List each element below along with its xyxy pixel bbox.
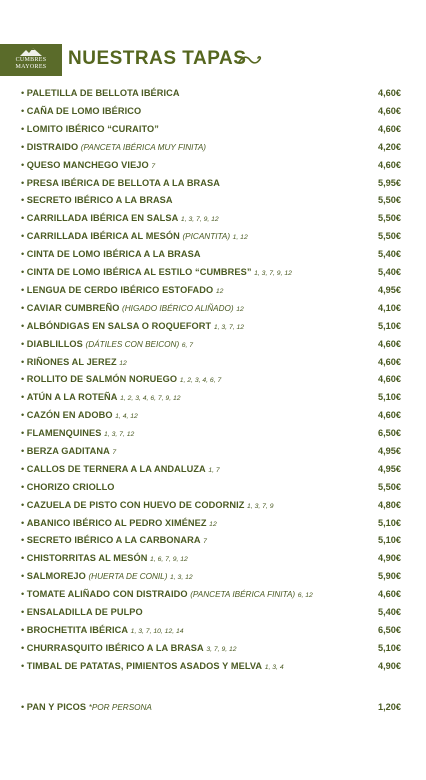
item-name: CHURRASQUITO IBÉRICO A LA BRASA <box>26 643 204 653</box>
menu-item-row <box>21 551 401 565</box>
bullet: • <box>21 357 27 367</box>
item-price: 4,95€ <box>378 446 401 456</box>
item-price: 5,10€ <box>378 392 401 402</box>
item-name: PRESA IBÉRICA DE BELLOTA A LA BRASA <box>26 178 220 188</box>
menu-item-row <box>21 229 401 243</box>
item-price: 4,60€ <box>378 410 401 420</box>
item-price: 5,40€ <box>378 607 401 617</box>
item-price: 4,60€ <box>378 88 401 98</box>
brand-logo <box>0 44 62 76</box>
item-allergens: 6, 7 <box>181 342 194 349</box>
menu-item-row <box>21 498 401 512</box>
bullet: • <box>21 500 27 510</box>
menu-item-row <box>21 193 401 207</box>
item-name: CAZUELA DE PISTO CON HUEVO DE CODORNIZ <box>26 500 245 510</box>
bullet: • <box>21 303 27 313</box>
bullet: • <box>21 482 27 492</box>
menu-item-row <box>21 462 401 476</box>
item-price: 4,60€ <box>378 357 401 367</box>
menu-item-row <box>21 569 401 583</box>
item-name: PAN Y PICOS <box>26 702 87 712</box>
item-name: RIÑONES AL JEREZ <box>26 357 117 367</box>
item-allergens: 12 <box>215 288 224 295</box>
item-name: CARRILLADA IBÉRICA EN SALSA <box>26 213 179 223</box>
menu-item-row <box>21 140 401 154</box>
item-price: 4,95€ <box>378 285 401 295</box>
item-allergens: 1, 7 <box>208 467 220 474</box>
menu-item-row <box>21 372 401 386</box>
bullet: • <box>21 142 27 152</box>
bullet: • <box>21 410 27 420</box>
bullet: • <box>21 428 27 438</box>
item-name: CHORIZO CRIOLLO <box>26 482 115 492</box>
item-name: SECRETO IBÉRICO A LA CARBONARA <box>26 535 201 545</box>
item-allergens: 1, 3, 7, 9, 12 <box>180 216 219 223</box>
item-name: CARRILLADA IBÉRICA AL MESÓN <box>26 231 180 241</box>
swirl-flourish-icon <box>238 54 264 66</box>
bullet: • <box>21 178 27 188</box>
menu-item-row <box>21 480 401 494</box>
bullet: • <box>21 160 27 170</box>
mountain-logo-icon <box>19 47 43 57</box>
item-name: TOMATE ALIÑADO CON DISTRAIDO <box>26 589 188 599</box>
item-name: CINTA DE LOMO IBÉRICA AL ESTILO “CUMBRES” <box>26 267 252 277</box>
item-allergens: 1, 3, 7, 10, 12, 14 <box>130 628 184 635</box>
item-name: CHISTORRITAS AL MESÓN <box>26 553 148 563</box>
item-price: 4,60€ <box>378 160 401 170</box>
bullet: • <box>21 464 27 474</box>
item-name: SALMOREJO <box>26 571 86 581</box>
bullet: • <box>21 702 27 712</box>
item-name: CALLOS DE TERNERA A LA ANDALUZA <box>26 464 206 474</box>
item-allergens: 3, 7, 9, 12 <box>206 646 237 653</box>
item-price: 5,40€ <box>378 249 401 259</box>
item-allergens: 1, 3, 4 <box>264 664 284 671</box>
item-price: 4,80€ <box>378 500 401 510</box>
item-name: PALETILLA DE BELLOTA IBÉRICA <box>26 88 180 98</box>
item-note: (DÁTILES CON BEICON) <box>85 340 180 349</box>
bullet: • <box>21 535 27 545</box>
item-allergens: 1, 2, 3, 4, 6, 7 <box>179 377 222 384</box>
menu-item-row <box>21 641 401 655</box>
bullet: • <box>21 553 27 563</box>
item-allergens: 12 <box>119 360 127 367</box>
bullet: • <box>21 661 27 671</box>
bullet: • <box>21 231 27 241</box>
bullet: • <box>21 625 27 635</box>
item-price: 4,95€ <box>378 464 401 474</box>
menu-item-row <box>21 623 401 637</box>
menu-item-row <box>21 265 401 279</box>
bullet: • <box>21 607 27 617</box>
item-price: 5,10€ <box>378 535 401 545</box>
item-name: CAZÓN EN ADOBO <box>26 410 113 420</box>
menu-item-row <box>21 659 401 673</box>
bullet: • <box>21 589 27 599</box>
bullet: • <box>21 267 27 277</box>
item-note: (HIGADO IBÉRICO ALIÑADO) <box>122 304 234 313</box>
menu-item-row <box>21 605 401 619</box>
item-allergens: 1, 3, 7, 9 <box>247 503 274 510</box>
menu-item-row <box>21 390 401 404</box>
menu-item-row <box>21 211 401 225</box>
menu-item-row <box>21 533 401 547</box>
item-allergens: 1, 3, 7, 12 <box>104 431 135 438</box>
item-name: SECRETO IBÉRICO A LA BRASA <box>26 195 173 205</box>
item-price: 4,60€ <box>378 339 401 349</box>
bread-row <box>21 700 401 714</box>
item-name: ABANICO IBÉRICO AL PEDRO XIMÉNEZ <box>26 518 207 528</box>
logo-line-2: MAYORES <box>15 64 47 70</box>
bullet: • <box>21 285 27 295</box>
bullet: • <box>21 88 27 98</box>
item-price: 4,90€ <box>378 661 401 671</box>
item-allergens: 1, 4, 12 <box>115 413 138 420</box>
item-allergens: 1, 6, 7, 9, 12 <box>150 556 188 563</box>
item-name: ROLLITO DE SALMÓN NORUEGO <box>26 374 178 384</box>
item-note: (PICANTITA) <box>182 232 231 241</box>
bullet: • <box>21 213 27 223</box>
item-price: 5,50€ <box>378 195 401 205</box>
item-price: 4,60€ <box>378 106 401 116</box>
bullet: • <box>21 321 27 331</box>
bullet: • <box>21 195 27 205</box>
item-allergens: 1, 3, 12 <box>170 574 193 581</box>
bullet: • <box>21 446 27 456</box>
item-name: BROCHETITA IBÉRICA <box>26 625 129 635</box>
item-allergens: 1, 3, 7, 12 <box>213 324 245 331</box>
menu-item-row <box>21 587 401 601</box>
item-allergens: 12 <box>236 306 244 313</box>
item-name: CAÑA DE LOMO IBÉRICO <box>26 106 142 116</box>
item-price: 4,60€ <box>378 374 401 384</box>
item-note: *POR PERSONA <box>88 703 152 712</box>
item-allergens: 6, 12 <box>297 592 313 599</box>
item-name: DISTRAIDO <box>26 142 79 152</box>
item-price: 5,95€ <box>378 178 401 188</box>
bullet: • <box>21 249 27 259</box>
menu-item-row <box>21 444 401 458</box>
item-name: ATÚN A LA ROTEÑA <box>26 392 118 402</box>
menu-item-row <box>21 86 401 100</box>
menu-item-row <box>21 104 401 118</box>
item-price: 5,40€ <box>378 267 401 277</box>
bullet: • <box>21 339 27 349</box>
item-price: 4,20€ <box>378 142 401 152</box>
bullet: • <box>21 106 27 116</box>
item-price: 5,50€ <box>378 231 401 241</box>
item-price: 4,60€ <box>378 589 401 599</box>
item-price: 4,90€ <box>378 553 401 563</box>
item-allergens: 12 <box>209 521 217 528</box>
item-price: 5,10€ <box>378 518 401 528</box>
menu-item-row <box>21 176 401 190</box>
item-name: DIABLILLOS <box>26 339 83 349</box>
bullet: • <box>21 392 27 402</box>
item-note: (PANCETA IBÉRICA FINITA) <box>190 590 296 599</box>
item-name: QUESO MANCHEGO VIEJO <box>26 160 149 170</box>
item-name: TIMBAL DE PATATAS, PIMIENTOS ASADOS Y MELVA <box>26 661 263 671</box>
item-price: 5,50€ <box>378 482 401 492</box>
menu-item-row <box>21 247 401 261</box>
menu-item-row <box>21 301 401 315</box>
bullet: • <box>21 571 27 581</box>
item-allergens: 7 <box>151 163 156 170</box>
menu-item-row <box>21 355 401 369</box>
item-price: 5,90€ <box>378 571 401 581</box>
menu-item-row <box>21 426 401 440</box>
item-name: FLAMENQUINES <box>26 428 102 438</box>
item-price: 4,60€ <box>378 124 401 134</box>
item-price: 1,20€ <box>378 702 401 712</box>
item-allergens: 1, 2, 3, 4, 6, 7, 9, 12 <box>120 395 181 402</box>
item-name: ALBÓNDIGAS EN SALSA O ROQUEFORT <box>26 321 212 331</box>
menu-item-row <box>21 516 401 530</box>
menu-item-row <box>21 283 401 297</box>
item-allergens: 1, 12 <box>232 234 248 241</box>
menu-item-row <box>21 319 401 333</box>
item-note: (PANCETA IBÉRICA MUY FINITA) <box>80 143 207 152</box>
item-name: CAVIAR CUMBREÑO <box>26 303 120 313</box>
item-name: ENSALADILLA DE PULPO <box>26 607 143 617</box>
bullet: • <box>21 124 27 134</box>
item-price: 6,50€ <box>378 428 401 438</box>
menu-item-row <box>21 337 401 351</box>
item-name: LOMITO IBÉRICO “CURAITO” <box>26 124 159 134</box>
item-allergens: 7 <box>112 449 117 456</box>
item-price: 5,50€ <box>378 213 401 223</box>
bullet: • <box>21 643 27 653</box>
item-allergens: 7 <box>203 538 207 545</box>
menu-item-row <box>21 158 401 172</box>
logo-line-1: CUMBRES <box>15 57 47 63</box>
item-note: (HUERTA DE CONIL) <box>88 572 168 581</box>
item-price: 4,10€ <box>378 303 401 313</box>
item-allergens: 1, 3, 7, 9, 12 <box>254 270 292 277</box>
bullet: • <box>21 374 27 384</box>
menu-item-row <box>21 408 401 422</box>
bullet: • <box>21 518 27 528</box>
menu-header <box>0 44 426 76</box>
menu-item-row <box>21 122 401 136</box>
item-price: 6,50€ <box>378 625 401 635</box>
item-price: 5,10€ <box>378 643 401 653</box>
item-name: LENGUA DE CERDO IBÉRICO ESTOFADO <box>26 285 214 295</box>
page-title: NUESTRAS TAPAS <box>68 48 247 69</box>
item-name: BERZA GADITANA <box>26 446 110 456</box>
item-price: 5,10€ <box>378 321 401 331</box>
item-name: CINTA DE LOMO IBÉRICA A LA BRASA <box>26 249 201 259</box>
